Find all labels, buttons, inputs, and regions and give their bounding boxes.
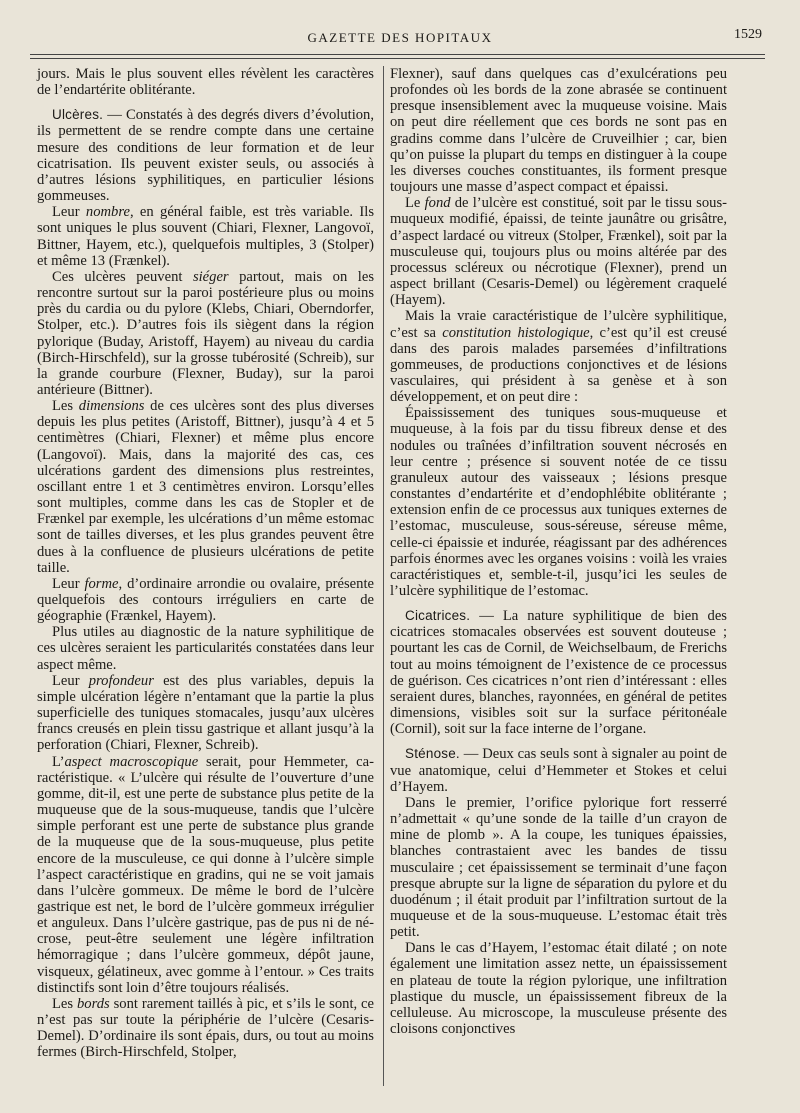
text: Leur <box>52 204 86 221</box>
italic-term: forme <box>84 575 119 592</box>
paragraph <box>37 269 374 398</box>
paragraph <box>37 204 374 269</box>
paragraph: Dans le premier, l’orifice pylorique fort resserré n’admettait « qu’une sonde de la taille d’un crayon de mine de plomb ». A la coupe, les tuniques épaissies, blanches contrastaient avec les bandes de tissu musculaire ; cet épaississement se terminait d’une façon presque abrupte sur la ligne de séparation du pylore et du duodénum ; il était produit par l’infiltration surtout de la muqueuse et de la sous-muqueuse. L’estomac était très petit. <box>390 794 727 941</box>
section-heading: Cicatrices. <box>405 608 471 624</box>
text: , en général faible, est très variable. Ils sont uniques le plus souvent (Chiari, Flexner, Langovoï, Bittner, Hayem, etc.), quelquefois multiples, 3 (Stolper) et même 13 (Frænkel). <box>37 204 374 269</box>
text: Mais la vraie caractéristique de l’ulcère syphilitique, c’est sa <box>390 308 727 341</box>
header-rule-top <box>30 54 765 55</box>
text: L’ <box>52 753 65 770</box>
text: Les <box>52 995 77 1012</box>
section-heading: Sténose. <box>405 746 460 762</box>
text: Les <box>52 398 79 415</box>
column-divider <box>383 66 384 1086</box>
italic-term: bords <box>76 995 110 1012</box>
italic-term: nombre <box>85 204 130 221</box>
text: — Deux cas seuls sont à signaler au point de vue anatomique, celui d’Hemmeter et Stokes et celui d’Hayem. <box>390 746 727 795</box>
text: , c’est qu’il est creusé dans des parois malades parsemées d’infiltrations gommeuses, de productions conjonctives et de lésions vasculaires, qui président à sa genèse et à son développement, et on peut dire : <box>390 324 727 406</box>
paragraph <box>37 754 374 996</box>
italic-term: fond <box>424 195 451 212</box>
paragraph <box>390 308 727 405</box>
running-header-title: GAZETTE DES HOPITAUX <box>307 30 493 45</box>
paragraph: Dans le cas d’Hayem, l’estomac était dilaté ; on note également une limitation assez nette, un épaississement en plateau de toute la région pylorique, une infiltration plastique du muscle, un épaississement fibreux de la celluleuse. Au microscope, la musculeuse présente des cloisons conjonctives <box>390 940 727 1038</box>
header-rule-bottom <box>30 58 765 59</box>
italic-term: dimensions <box>78 398 145 415</box>
text: , d’ordinaire arrondie ou ovalaire, présente quelquefois des contours irréguliers en carte de géographie (Frænkel, Hayem). <box>37 575 374 625</box>
text: jours. Mais le plus souvent elles révèlent les caractères de l’endartérite oblitérante. <box>37 66 374 99</box>
paragraph: Épaississement des tuniques sous-muqueuse et muqueuse, à la fois par du tissu fibreux dense et des nodules ou traînées d’infiltration souvent nécrosés en leur centre ; présence si souvent notée de ce tissu granuleux autour des vaisseaux ; lésions presque constantes d’endartérite et d’endophlébite oblitérante ; extension enfin de ce processus aux tuniques externes de l’estomac, musculeuse, sous-séreuse, séreuse même, celle-ci épaissie et indurée, réagissant par des adhérences parfois énormes avec les organes voisins : voilà les vraies caractéristiques et, semble-t-il, jusqu’ici les seules de l’ulcère syphilitique de l’estomac. <box>390 405 727 599</box>
text: Le <box>405 195 425 212</box>
italic-term: constitution histologique <box>442 324 590 341</box>
text: sont rarement taillés à pic, et s’ils le sont, ce n’est pas sur toute la périphérie de l’ulcère (Cesaris-Demel). D’ordinaire ils sont épais, durs, ou tout au moins fermes (Birch-Hirschfeld, Stolper, <box>37 995 374 1061</box>
left-column <box>37 66 374 1061</box>
paragraph <box>37 673 374 754</box>
paragraph <box>37 576 374 624</box>
text: de l’ulcère est constitué, soit par le tissu sous-muqueux modifié, épaissi, de teinte jaunâtre ou grisâtre, d’aspect lardacé ou vitreux (Stolper, Frænkel), soit par la musculeuse qui, toujours plus ou moins altérée par des processus scléreux ou nécrotique (Flexner), prend un aspect brillant (Cesaris-Demel) ou légèrement craquelé (Hayem). <box>390 195 727 309</box>
page-number: 1529 <box>734 27 762 42</box>
text: — La nature syphilitique de bien des cicatrices stomacales observées est souvent douteuse ; pourtant les cas de Cornil, de Weichselbaum, de Frerichs tout au moins témoignent de l’existence de ce processus de guérison. Ces cicatrices n’ont rien d’intéressant : elles seraient dures, blanches, rayonnées, en général de petites dimensions, visibles soit sur la surface péritonéale (Cornil), soit sur la face interne de l’organe. <box>390 608 727 738</box>
italic-term: aspect macroscopique <box>64 753 199 770</box>
text: serait, pour Hemmeter, caractéristique. « L’ulcère qui résulte de l’ouverture d’une gomme, dit-il, est une perte de substance plus petite de la muqueuse que de la sous-muqueuse, tandis que l’ulcère simple perforant est une perte de substance plus grande de la muqueuse que de la sous-muqueuse, plus petite encore de la musculeuse, ce qui donne à l’ulcère simple l’aspect caractéristique en gradins, qui ne se voit jamais dans l’ulcère gommeux. De même le bord de l’ulcère gastrique est net, le bord de l’ulcère gommeux irrégulier et anguleux. Dans l’ulcère gastrique, pas de pus ni de nécrose, peut-être seulement une légère infiltration hémorragique ; dans l’ulcère gommeux, dépôt jaune, visqueux, gélatineux, avec gomme à l’entour. » Ces traits distinctifs sont loin d’être toujours réalisés. <box>37 753 374 996</box>
text: Leur <box>52 575 85 592</box>
text: partout, mais on les rencontre surtout sur la paroi postérieure plus ou moins près du cardia ou du pylore (Klebs, Chiari, Oberndorfer, Stolper, etc.). D’autres fois ils siègent dans la région pylorique (Buday, Aristoff, Hayem) au niveau du cardia (Birch-Hirschfeld), sur la grosse tubérosité (Schreib), sur la grande courbure (Flexner, Buday), sur la paroi antérieure (Bittner). <box>37 268 374 398</box>
text: Ces ulcères peuvent <box>52 268 193 285</box>
section-heading: Ulcères. <box>52 107 104 123</box>
text: de ces ulcères sont des plus diverses depuis les plus petites (Aristoff, Bittner), jusqu’à 4 et 5 centimètres (Chiari, Flexner) et même plus encore (Langovoï). Mais, dans la majorité des cas, ces ulcérations gardent des dimensions plus restreintes, oscillant entre 1 et 3 centimètres environ. Lorsqu’elles sont multiples, comme dans les cas de Stopler et de Frænkel par exemple, les ulcérations d’un même estomac sont de tailles diverses, et les plus grandes peuvent être dues à la confluence de plusieurs ulcérations de petite taille. <box>37 398 374 576</box>
text: est des plus variables, depuis la simple ulcération légère n’entamant que la partie la plus superficielle des tuniques stomacales, jusqu’aux ulcères francs creusés en plein tissu gastrique et allant jusqu’à la perforation (Chiari, Flexner, Schreib). <box>37 672 374 754</box>
paragraph <box>390 195 727 308</box>
paragraph: Flexner), sauf dans quelques cas d’exulcérations peu profondes où les bords de la zone abrasée se continuent presque insensiblement avec la muqueuse voisine. Mais on peut dire réellement que ces bords ne sont pas en gradins comme dans l’ulcère de Cruveilhier ; car, bien qu’on puisse la plupart du temps en distinguer à la coupe les diverses couches constituantes, ils forment presque toujours une masse d’aspect compact et épaissi. <box>390 66 727 196</box>
right-column <box>390 66 727 1037</box>
section-ulceres <box>37 107 374 204</box>
paragraph: Plus utiles au diagnostic de la nature syphilitique de ces ulcères seraient les particularités constatées dans leur aspect même. <box>37 624 374 673</box>
italic-term: profondeur <box>88 672 154 689</box>
text: Leur <box>52 672 89 689</box>
section-stenose <box>390 746 727 794</box>
paragraph <box>37 996 374 1061</box>
text: — Constatés à des degrés divers d’évolution, ils permettent de se rendre compte dans une certaine mesure des conditions de leur formation et de leur cicatrisation. Ils peuvent exister seuls, ou associés à d’autres lésions syphilitiques, en particulier lésions gommeuses. <box>37 107 374 205</box>
paragraph <box>37 398 374 576</box>
italic-term: siéger <box>192 268 229 285</box>
paragraph <box>37 66 374 98</box>
section-cicatrices <box>390 608 727 737</box>
